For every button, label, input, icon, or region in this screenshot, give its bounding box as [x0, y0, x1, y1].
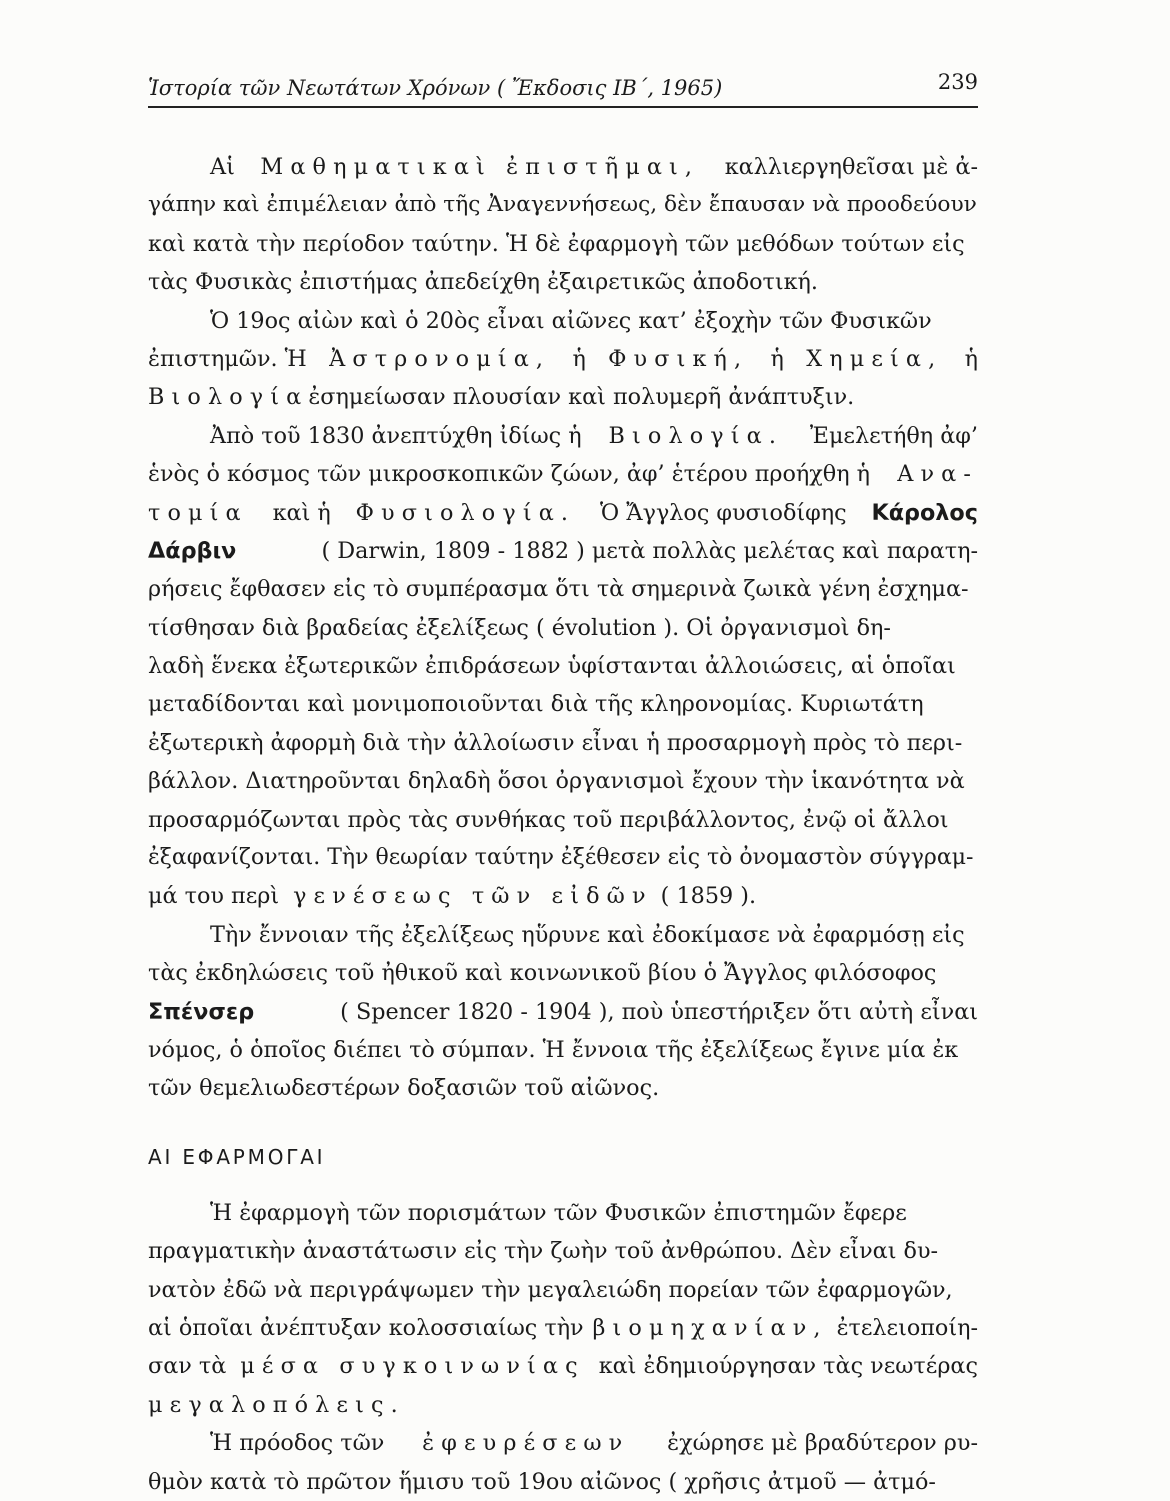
text-span: ρήσεις ἔφθασεν εἰς τὸ συμπέρασμα ὅτι τὰ σημερινὰ ζωικὰ γένη ἐσχημα-: [148, 576, 969, 603]
spaced-term: τομία: [148, 499, 248, 526]
header-rule: [148, 106, 978, 108]
text-line: [148, 570, 978, 608]
text-line: [148, 1386, 978, 1424]
paragraph-inventions: [148, 1424, 978, 1501]
text-span: ( 1859 ).: [660, 883, 757, 910]
text-line: [148, 1232, 978, 1270]
text-line: [148, 839, 978, 877]
text-span: ( Spencer 1820 - 1904 ), ποὺ ὑπεστήριξεν ὅτι αὐτὴ εἶναι: [340, 998, 978, 1025]
text-span: τίσθησαν διὰ βραδείας ἐξελίξεως ( évolution ). Οἱ ὀργανισμοὶ δη-: [148, 614, 891, 641]
text-line: [148, 417, 978, 455]
page-number: 239: [937, 70, 978, 94]
text-span: Ὁ 19ος αἰὼν καὶ ὁ 20ὸς εἶναι αἰῶνες κατ’ ἐξοχὴν τῶν Φυσικῶν: [210, 307, 932, 334]
text-span: Ἡ πρόοδος τῶν: [210, 1430, 385, 1457]
text-span: τῶν θεμελιωδεστέρων δοξασιῶν τοῦ αἰῶνος.: [148, 1075, 660, 1102]
text-span: ( Darwin, 1809 - 1882 ) μετὰ πολλὰς μελέτας καὶ παρατη-: [321, 537, 978, 564]
text-span: ἐτελειοποίη-: [836, 1314, 978, 1341]
spaced-term: Βιολογία.: [608, 422, 784, 449]
text-span: ἡ: [770, 345, 784, 372]
text-line: [148, 340, 978, 378]
spaced-term: βιομηχανίαν,: [592, 1314, 828, 1341]
spaced-term: Ανα-: [897, 461, 978, 488]
paragraph-applications: [148, 1194, 978, 1424]
spaced-term: μεγαλοπόλεις.: [148, 1391, 405, 1418]
text-line: [148, 1069, 978, 1107]
paragraph-darwin: [148, 417, 978, 916]
paragraph-mathematics: [148, 148, 978, 302]
text-span: θμὸν κατὰ τὸ πρῶτον ἥμισυ τοῦ 19ου αἰῶνος ( χρῆσις ἀτμοῦ — ἀτμό-: [148, 1468, 936, 1495]
text-span: καὶ ἐδημιούργησαν τὰς νεωτέρας: [598, 1353, 978, 1380]
spaced-term: γενέσεως τῶν εἰδῶν: [293, 883, 653, 910]
spaced-term: Χημεία,: [806, 345, 943, 372]
spaced-term: Βιολογία: [148, 384, 309, 411]
text-span: Ὁ Ἄγγλος φυσιοδίφης: [600, 499, 847, 526]
page-body: [148, 148, 978, 1501]
text-span: ἡ: [572, 345, 586, 372]
text-span: σαν τὰ: [148, 1353, 227, 1380]
text-span: ἐπιστημῶν. Ἡ: [148, 345, 307, 372]
text-span: προσαρμόζωνται πρὸς τὰς συνθήκας τοῦ περιβάλλοντος, ἐνῷ οἱ ἄλλοι: [148, 806, 949, 833]
spaced-term: ἐφευρέσεων: [422, 1430, 630, 1457]
text-line: [148, 877, 978, 915]
text-span: λαδὴ ἕνεκα ἐξωτερικῶν ἐπιδράσεων ὑφίστανται ἀλλοιώσεις, αἱ ὁποῖαι: [148, 653, 956, 680]
text-span: ἑνὸς ὁ κόσμος τῶν μικροσκοπικῶν ζώων, ἀφ’ ἑτέρου προήχθη ἡ: [148, 461, 871, 488]
text-span: αἱ ὁποῖαι ἀνέπτυξαν κολοσσιαίως τὴν: [148, 1314, 584, 1341]
text-line: [148, 1463, 978, 1501]
text-line: [148, 1424, 978, 1462]
text-line: [148, 494, 978, 532]
bold-name: Κάρολος: [871, 499, 978, 526]
text-span: Τὴν ἔννοιαν τῆς ἐξελίξεως ηὕρυνε καὶ ἐδοκίμασε νὰ ἐφαρμόσῃ εἰς: [210, 921, 965, 948]
text-line: [148, 263, 978, 301]
bold-name: Δάρβιν: [148, 537, 237, 564]
page-header: [148, 70, 978, 116]
text-line: [148, 762, 978, 800]
text-span: ἐχώρησε μὲ βραδύτερον ρυ-: [667, 1430, 978, 1457]
text-line: [148, 148, 978, 186]
text-span: ἐξωτερικὴ ἀφορμὴ διὰ τὴν ἀλλοίωσιν εἶναι ἡ προσαρμογὴ πρὸς τὸ περι-: [148, 729, 963, 756]
text-span: ἐξαφανίζονται. Τὴν θεωρίαν ταύτην ἐξέθεσεν εἰς τὸ ὀνομαστὸν σύγγραμ-: [148, 845, 974, 871]
text-line: [148, 1309, 978, 1347]
spaced-term: Ἀστρονομία,: [329, 345, 551, 372]
text-line: [148, 1347, 978, 1385]
text-line: [148, 916, 978, 954]
text-line: [148, 532, 978, 570]
text-line: [148, 954, 978, 992]
text-span: Ἡ ἐφαρμογὴ τῶν πορισμάτων τῶν Φυσικῶν ἐπιστημῶν ἔφερε: [210, 1199, 907, 1226]
section-gap: [148, 1108, 978, 1136]
text-line: [148, 724, 978, 762]
spaced-term: Φυσιολογία.: [355, 499, 576, 526]
text-span: Αἱ: [210, 154, 235, 180]
text-span: Ἀπὸ τοῦ 1830 ἀνεπτύχθη ἰδίως ἡ: [210, 422, 582, 449]
text-span: τὰς Φυσικὰς ἐπιστήμας ἀπεδείχθη ἐξαιρετικῶς ἀποδοτική.: [148, 269, 819, 296]
text-span: μά του περὶ: [148, 883, 280, 910]
spaced-term: Φυσική,: [608, 345, 749, 372]
text-line: [148, 225, 978, 263]
text-span: γάπην καὶ ἐπιμέλειαν ἀπὸ τῆς Ἀναγεννήσεως, δὲν ἔπαυσαν νὰ προοδεύουν: [148, 192, 977, 218]
running-title: Ἱστορία τῶν Νεωτάτων Χρόνων ( Ἔκδοσις ΙΒ΄, 1965): [148, 76, 723, 100]
paragraph-natural-sciences: [148, 302, 978, 417]
text-span: νατὸν ἐδῶ νὰ περιγράψωμεν τὴν μεγαλειώδη πορείαν τῶν ἐφαρμογῶν,: [148, 1276, 953, 1303]
text-span: ἡ: [964, 345, 978, 372]
text-span: μεταδίδονται καὶ μονιμοποιοῦνται διὰ τῆς κληρονομίας. Κυριωτάτη: [148, 691, 924, 718]
text-line: [148, 993, 978, 1031]
text-line: [148, 378, 978, 416]
text-span: καὶ ἡ: [272, 499, 331, 526]
text-line: [148, 685, 978, 723]
text-line: [148, 647, 978, 685]
spaced-term: μέσα συγκοινωνίας: [240, 1353, 585, 1380]
text-line: [148, 1031, 978, 1069]
text-span: καλλιεργηθεῖσαι μὲ ἀ-: [724, 154, 978, 180]
spaced-term: Μαθηματικαὶ ἐπιστῆμαι,: [260, 154, 700, 180]
text-span: νόμος, ὁ ὁποῖος διέπει τὸ σύμπαν. Ἡ ἔννοια τῆς ἐξελίξεως ἔγινε μία ἐκ: [148, 1036, 959, 1063]
text-line: [148, 1194, 978, 1232]
text-span: καὶ κατὰ τὴν περίοδον ταύτην. Ἡ δὲ ἐφαρμογὴ τῶν μεθόδων τούτων εἰς: [148, 230, 965, 257]
bold-name: Σπένσερ: [148, 998, 255, 1025]
text-line: [148, 302, 978, 340]
text-span: Ἐμελετήθη ἀφ’: [809, 422, 978, 449]
text-line: [148, 801, 978, 839]
text-line: [148, 455, 978, 493]
paragraph-spencer: [148, 916, 978, 1108]
section-heading: ΑΙ ΕΦΑΡΜΟΓΑΙ: [148, 1144, 326, 1169]
text-span: πραγματικὴν ἀναστάτωσιν εἰς τὴν ζωὴν τοῦ ἀνθρώπου. Δὲν εἶναι δυ-: [148, 1238, 939, 1265]
text-line: [148, 186, 978, 224]
text-span: βάλλον. Διατηροῦνται δηλαδὴ ὅσοι ὀργανισμοὶ ἔχουν τὴν ἱκανότητα νὰ: [148, 768, 965, 795]
text-line: [148, 609, 978, 647]
section-gap: [148, 1178, 978, 1194]
text-line: [148, 1271, 978, 1309]
text-span: τὰς ἐκδηλώσεις τοῦ ἠθικοῦ καὶ κοινωνικοῦ βίου ὁ Ἄγγλος φιλόσοφος: [148, 960, 937, 987]
text-span: ἐσημείωσαν πλουσίαν καὶ πολυμερῆ ἀνάπτυξιν.: [308, 384, 855, 411]
